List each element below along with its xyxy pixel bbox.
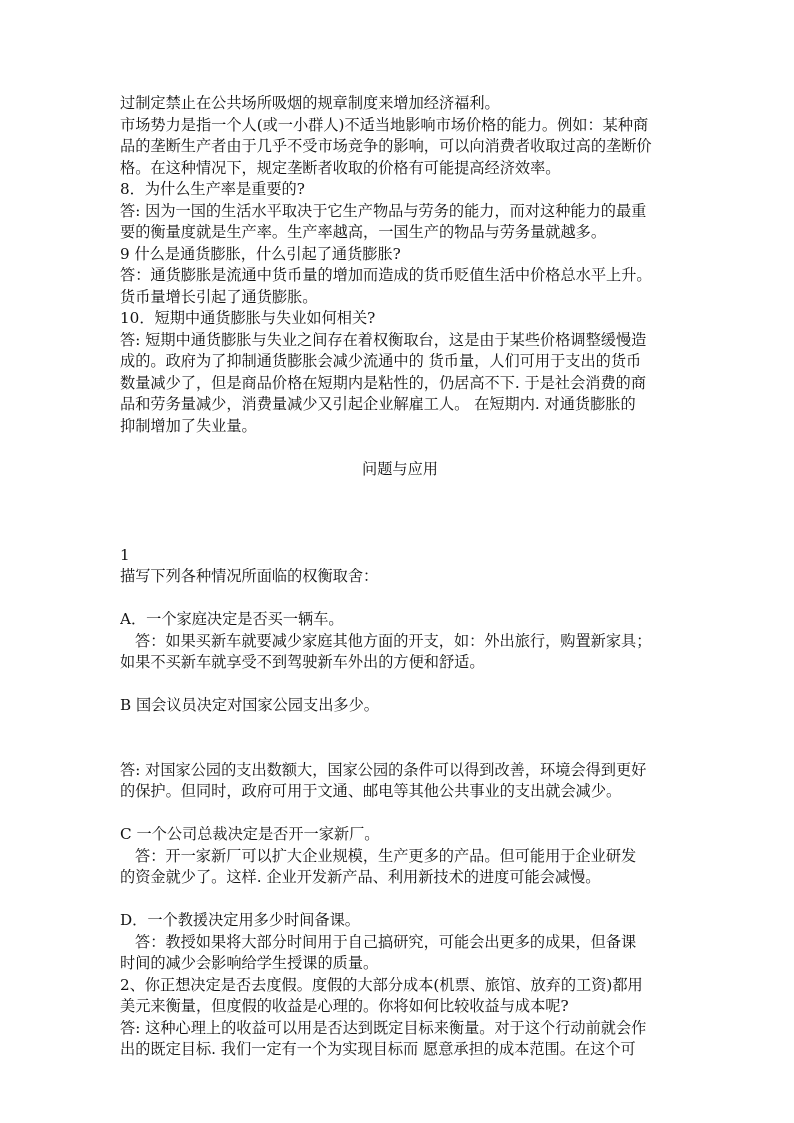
question-9: 9 什么是通货膨胀，什么引起了通货膨胀? xyxy=(120,244,401,263)
answer-d-line: 时间的减少会影响给学生授课的质量。 xyxy=(120,954,379,972)
text-line: 答: 因为一国的生活水平取决于它生产物品与劳务的能力，而对这种能力的最重 xyxy=(120,201,647,220)
text-line: 格。在这种情况下，规定垄断者收取的价格有可能提高经济效率。 xyxy=(120,158,561,177)
section-title: 问题与应用 xyxy=(362,459,438,478)
text-line: 数量减少了，但是商品价格在短期内是粘性的，仍居高不下. 于是社会消费的商 xyxy=(120,373,647,392)
question-2: 美元来衡量，但度假的收益是心理的。你将如何比较收益与成本呢? xyxy=(120,997,569,1015)
question-a: A．一个家庭决定是否买一辆车。 xyxy=(120,610,344,628)
answer-2-line: 答: 这种心理上的收益可以用是否达到既定目标来衡量。对于这个行动前就会作 xyxy=(120,1018,647,1037)
answer-a-line: 答：如果买新车就要减少家庭其他方面的开支，如：外出旅行，购置新家具； xyxy=(135,631,652,650)
question-b: B 国会议员决定对国家公园支出多少。 xyxy=(120,696,379,714)
answer-d-line: 答：教授如果将大部分时间用于自己搞研究，可能会出更多的成果，但备课 xyxy=(135,932,637,951)
question-10: 10．短期中通货膨胀与失业如何相关? xyxy=(120,309,376,327)
question-2: 2、你正想决定是否去度假。度假的大部分成本(机票、旅馆、放弃的工资)都用 xyxy=(120,975,643,994)
answer-c-line: 的资金就少了。这样. 企业开发新产品、利用新技术的进度可能会减慢。 xyxy=(120,868,601,886)
answer-a-line: 如果不买新车就享受不到驾驶新车外出的方便和舒适。 xyxy=(120,653,485,671)
text-line: 答：通货膨胀是流通中货币量的增加而造成的货币贬值生活中价格总水平上升。 xyxy=(120,266,652,284)
answer-b-line: 的保护。但同时，政府可用于文通、邮电等其他公共事业的支出就会减少。 xyxy=(120,782,622,800)
answer-2-line: 出的既定目标. 我们一定有一个为实现目标而 愿意承担的成本范围。在这个可 xyxy=(120,1040,636,1058)
text-line: 要的衡量度就是生产率。生产率越高，一国生产的物品与劳务量就越多。 xyxy=(120,223,606,241)
question-d: D．一个教援决定用多少时间备课。 xyxy=(120,911,360,929)
text-line: 市场势力是指一个人(或一小群人)不适当地影响市场价格的能力。例如：某种商 xyxy=(120,115,649,134)
text-line: 货币量增长引起了通货膨胀。 xyxy=(120,287,318,306)
question-number: 1 xyxy=(120,545,130,564)
document-page xyxy=(120,93,680,1061)
text-line: 成的。政府为了抑制通货膨胀会减少流通中的 货币量，人们可用于支出的货币 xyxy=(120,352,642,370)
answer-c-line: 答：开一家新厂可以扩大企业规模，生产更多的产品。但可能用于企业研发 xyxy=(135,846,637,865)
text-line: 抑制增加了失业量。 xyxy=(120,416,257,435)
answer-b-line: 答: 对国家公园的支出数额大，国家公园的条件可以得到改善，环境会得到更好 xyxy=(120,760,647,779)
text-line: 描写下列各种情况所面临的权衡取舍： xyxy=(120,567,379,585)
question-8: 8．为什么生产率是重要的? xyxy=(120,180,305,198)
question-c: C 一个公司总裁决定是否开一家新厂。 xyxy=(120,825,380,843)
text-line: 答: 短期中通货膨胀与失业之间存在着权衡取台，这是由于某些价格调整缓慢造 xyxy=(120,330,647,349)
text-line: 过制定禁止在公共场所吸烟的规章制度来增加经济福利。 xyxy=(120,94,500,112)
text-line: 品和劳务量减少，消费量减少又引起企业解雇工人。 在短期内. 对通货膨胀的 xyxy=(120,395,636,413)
text-line: 品的垄断生产者由于几乎不受市场竞争的影响，可以向消费者收取过高的垄断价 xyxy=(120,137,652,155)
